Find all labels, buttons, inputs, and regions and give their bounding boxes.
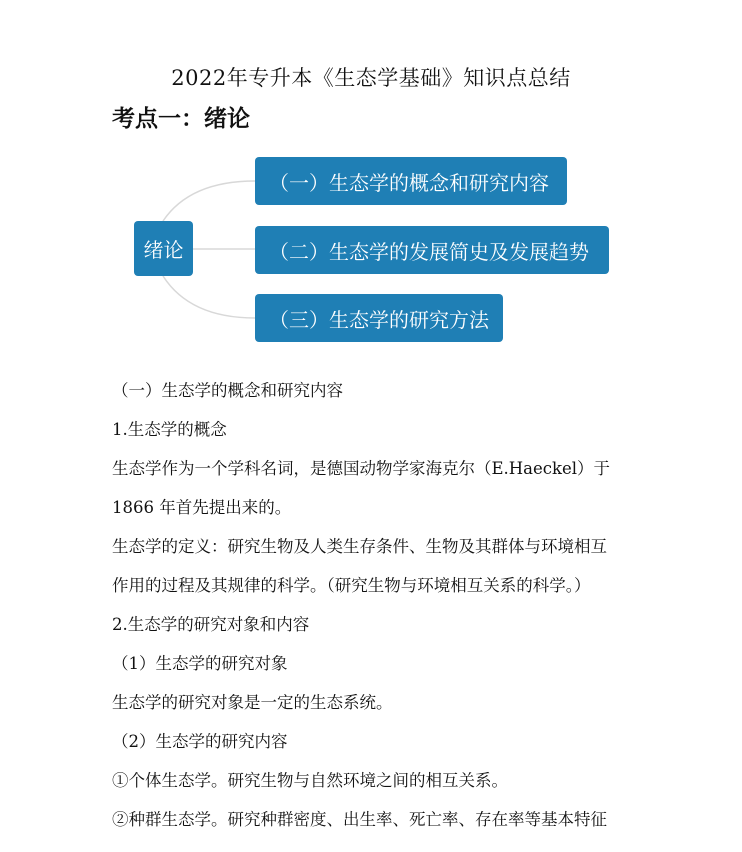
connector-3: [163, 276, 255, 318]
subsection-heading: （一）生态学的概念和研究内容: [112, 381, 343, 400]
document-title: 2022年专升本《生态学基础》知识点总结: [171, 66, 571, 90]
item-heading: 1.生态学的概念: [112, 420, 227, 439]
list-item: ②种群生态学。研究种群密度、出生率、死亡率、存在率等基本特征: [112, 810, 607, 829]
mind-map-branch-3: （三）生态学的研究方法: [255, 294, 503, 342]
paragraph-line: 生态学作为一个学科名词，是德国动物学家海克尔（E.Haeckel）于: [112, 459, 611, 478]
sub-item-heading: （2）生态学的研究内容: [112, 732, 288, 751]
mind-map-root-node: 绪论: [134, 221, 193, 276]
paragraph-line: 生态学的研究对象是一定的生态系统。: [112, 693, 393, 712]
paragraph-line: 生态学的定义：研究生物及人类生存条件、生物及其群体与环境相互: [112, 537, 607, 556]
list-item: ①个体生态学。研究生物与自然环境之间的相互关系。: [112, 771, 508, 790]
mind-map-branch-1: （一）生态学的概念和研究内容: [255, 157, 567, 205]
connector-1: [163, 181, 255, 221]
sub-item-heading: （1）生态学的研究对象: [112, 654, 288, 673]
item-heading: 2.生态学的研究对象和内容: [112, 615, 310, 634]
mind-map: [0, 0, 742, 360]
paragraph-line: 作用的过程及其规律的科学。（研究生物与环境相互关系的科学。）: [112, 576, 591, 595]
section-heading: 考点一：绪论: [112, 106, 250, 132]
paragraph-line: 1866 年首先提出来的。: [112, 498, 292, 517]
mind-map-branch-2: （二）生态学的发展简史及发展趋势: [255, 226, 609, 274]
